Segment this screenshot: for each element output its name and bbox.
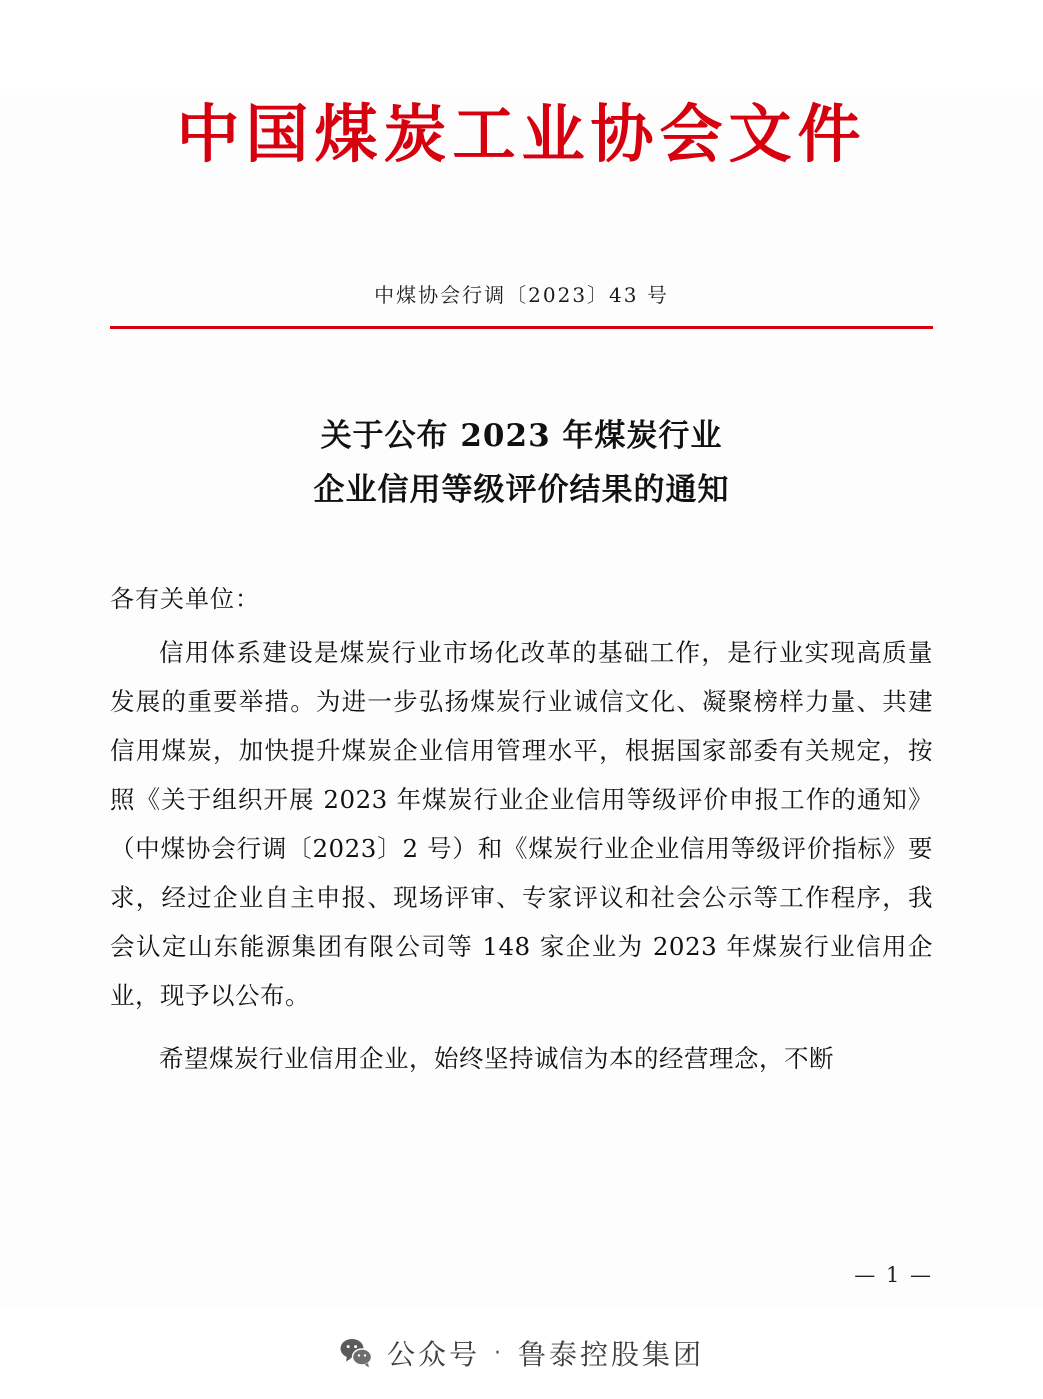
title-line-1: 关于公布 2023 年煤炭行业 xyxy=(320,417,723,454)
document-page xyxy=(0,95,1043,1399)
red-divider-rule xyxy=(110,326,933,329)
title-line-2: 企业信用等级评价结果的通知 xyxy=(313,472,730,508)
body-paragraph-2: 希望煤炭行业信用企业，始终坚持诚信为本的经营理念，不断 xyxy=(159,1044,834,1074)
document-body xyxy=(0,95,1043,1083)
body-paragraph-1: 信用体系建设是煤炭行业市场化改革的基础工作，是行业实现高质量发展的重要举措。为进一步弘扬煤炭行业诚信文化、凝聚榜样力量、共建信用煤炭，加快提升煤炭企业信用管理水平，根据国家部委有关规定，按照《关于组织开展 2023 年煤炭行业企业信用等级评价申报工作的通知》（中煤协会行调〔2023〕2 号）和《煤炭行业企业信用等级评价指标》要求，经过企业自主申报、现场评审、专家评议和社会公示等工作程序，我会认定山东能源集团有限公司等 148 家企业为 2023 年煤炭行业信用企业，现予以公布。 xyxy=(110,638,933,1011)
footer-bar xyxy=(0,1307,1043,1399)
wechat-icon xyxy=(339,1336,373,1370)
salutation: 各有关单位： xyxy=(110,585,260,614)
footer-label: 公众号 xyxy=(386,1338,480,1371)
footer-account-name: 鲁泰控股集团 xyxy=(518,1338,705,1371)
footer-credit xyxy=(339,1333,704,1373)
document-title xyxy=(110,409,933,518)
document-number: 中煤协会行调〔2023〕43 号 xyxy=(374,282,669,307)
footer-separator: · xyxy=(494,1340,504,1366)
document-masthead: 中国煤炭工业协会文件 xyxy=(176,97,867,171)
page-number: — 1 — xyxy=(854,1263,933,1287)
